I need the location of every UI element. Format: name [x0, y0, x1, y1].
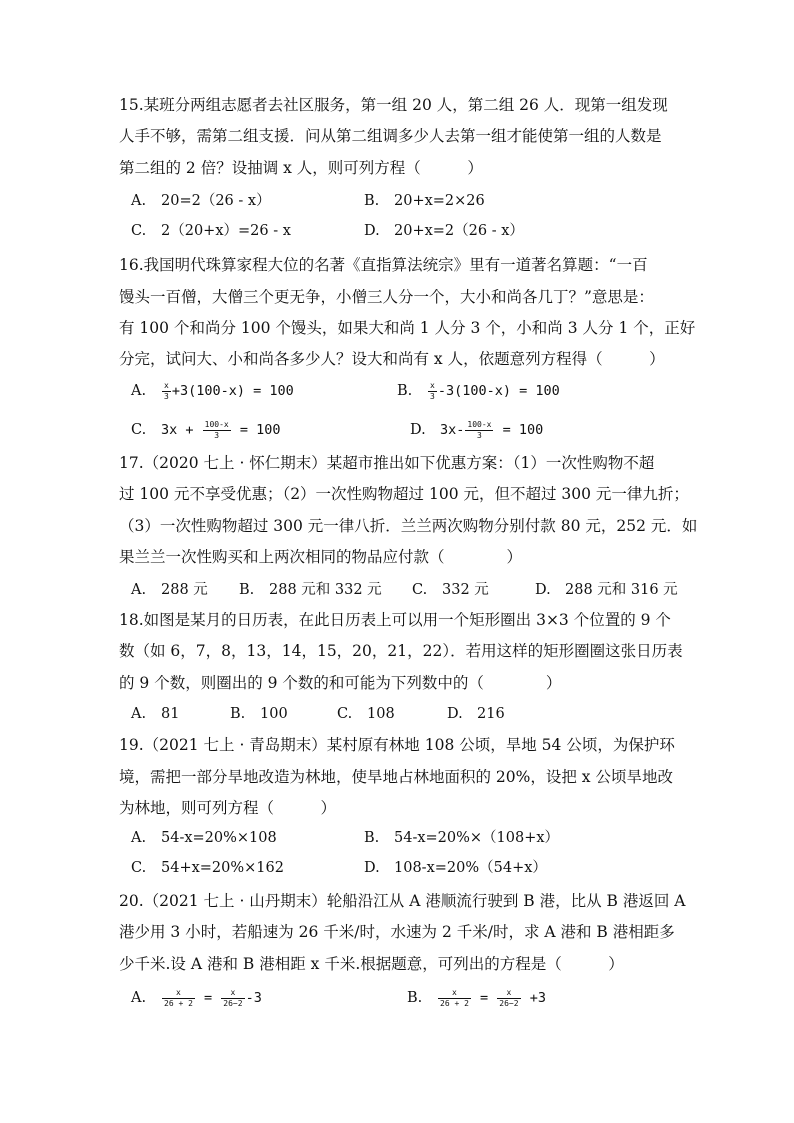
question-17-option-d: [535, 580, 678, 600]
option-label: A.: [131, 193, 147, 209]
fraction-denominator: 3: [430, 391, 435, 401]
option-text: 20+x=2（26 - x）: [394, 223, 524, 239]
question-16-line-4: 分完，试问大、小和尚各多少人？设大和尚有 x 人，依题意列方程得（ ）: [119, 350, 665, 368]
fraction: [428, 382, 437, 401]
question-17-line-2: 过 100 元不享受优惠；（2）一次性购物超过 100 元，但不超过 300 元一律九折；: [119, 485, 689, 503]
fraction-numerator: x: [497, 989, 520, 999]
option-label: B.: [397, 383, 413, 399]
question-18-option-a: [131, 704, 179, 724]
question-19-option-d: [364, 858, 547, 878]
fraction-denominator: 26 + 2: [164, 998, 193, 1008]
fraction-denominator: 3: [477, 430, 482, 440]
fraction-numerator: x: [438, 989, 471, 999]
option-text: 108: [367, 706, 395, 722]
option-text: 20+x=2×26: [394, 193, 485, 209]
option-label: D.: [447, 706, 463, 722]
fraction-right: [221, 989, 244, 1008]
fraction: [465, 421, 493, 440]
question-19-option-c: [131, 858, 284, 878]
question-15-option-a: [131, 191, 271, 211]
question-18-option-d: [447, 704, 505, 724]
fraction-left: [438, 989, 471, 1008]
question-17-option-b: [239, 580, 382, 600]
fraction: [162, 382, 171, 401]
question-19-line-1: 19.（2021 七上 · 青岛期末）某村原有林地 108 公顷，旱地 54 公顷，为保护环: [119, 736, 675, 754]
fraction-right: [497, 989, 520, 1008]
option-text: 108-x=20%（54+x）: [394, 860, 547, 876]
fraction-numerator: x: [430, 380, 435, 390]
option-text: 288 元: [161, 582, 208, 598]
option-suffix: = 100: [231, 422, 281, 438]
option-label: C.: [131, 860, 147, 876]
equals-sign: =: [471, 990, 497, 1006]
option-text: 2（20+x）=26 - x: [161, 223, 291, 239]
option-label: A.: [131, 582, 147, 598]
option-label: D.: [410, 422, 426, 438]
option-text: 54-x=20%×（108+x）: [394, 830, 560, 846]
option-label: D.: [364, 223, 380, 239]
option-label: C.: [131, 422, 147, 438]
question-19-line-2: 境，需把一部分旱地改造为林地，使旱地占林地面积的 20%，设把 x 公顷旱地改: [119, 768, 673, 786]
option-label: B.: [239, 582, 255, 598]
fraction-numerator: x: [221, 989, 244, 999]
option-suffix: -3: [245, 990, 262, 1006]
question-20-option-a: [131, 988, 262, 1008]
fraction-numerator: 100-x: [467, 419, 492, 429]
option-text: 81: [161, 706, 180, 722]
question-17-line-1: 17.（2020 七上 · 怀仁期末）某超市推出如下优惠方案：（1）一次性购物不超: [119, 454, 655, 472]
question-15-line-2: 人手不够，需第二组支援．问从第二组调多少人去第一组才能使第一组的人数是: [119, 127, 662, 145]
option-label: C.: [131, 223, 147, 239]
option-text: 216: [477, 706, 505, 722]
fraction-left: [162, 989, 195, 1008]
question-15-option-c: [131, 221, 291, 241]
option-label: B.: [407, 990, 423, 1006]
equals-sign: =: [195, 990, 221, 1006]
question-19-option-a: [131, 828, 277, 848]
fraction: [203, 421, 231, 440]
option-suffix: +3: [521, 990, 546, 1006]
option-suffix: +3(100-x) = 100: [171, 383, 294, 399]
question-17-option-a: [131, 580, 208, 600]
question-17-line-4: 果兰兰一次性购买和上两次相同的物品应付款（ ）: [119, 548, 523, 566]
question-18-line-1: 18.如图是某月的日历表，在此日历表上可以用一个矩形圈出 3×3 个位置的 9 个: [119, 611, 671, 629]
option-prefix: 3x +: [161, 422, 202, 438]
option-prefix: 3x-: [440, 422, 465, 438]
question-16-line-3: 有 100 个和尚分 100 个馒头，如果大和尚 1 人分 3 个，小和尚 3 人分 1 个，正好: [119, 319, 696, 337]
question-15-option-d: [364, 221, 524, 241]
option-label: A.: [131, 830, 147, 846]
option-label: B.: [230, 706, 246, 722]
option-label: C.: [412, 582, 428, 598]
question-16-option-d: [410, 420, 543, 440]
fraction-numerator: x: [162, 989, 195, 999]
question-20-line-3: 少千米.设 A 港和 B 港相距 x 千米.根据题意，可列出的方程是（ ）: [119, 955, 624, 973]
option-text: 332 元: [442, 582, 489, 598]
option-label: C.: [337, 706, 353, 722]
option-label: A.: [131, 383, 147, 399]
fraction-denominator: 26 + 2: [440, 998, 469, 1008]
option-label: A.: [131, 706, 147, 722]
option-label: B.: [364, 830, 380, 846]
question-15-option-b: [364, 191, 485, 211]
question-18-option-c: [337, 704, 395, 724]
fraction-numerator: x: [164, 380, 169, 390]
question-16-option-b: [397, 381, 560, 401]
question-20-option-b: [407, 988, 546, 1008]
question-16-option-c: [131, 420, 281, 440]
question-19-line-3: 为林地，则可列方程（ ）: [119, 799, 337, 817]
question-20-line-2: 港少用 3 小时，若船速为 26 千米/时，水速为 2 千米/时，求 A 港和 B 港相距多: [119, 923, 675, 941]
option-text: 100: [260, 706, 288, 722]
question-19-option-b: [364, 828, 559, 848]
fraction-numerator: 100-x: [204, 419, 229, 429]
question-15-line-1: 15.某班分两组志愿者去社区服务，第一组 20 人，第二组 26 人．现第一组发现: [119, 96, 668, 114]
fraction-denominator: 3: [214, 430, 220, 440]
question-15-line-3: 第二组的 2 倍？设抽调 x 人，则可列方程（ ）: [119, 159, 483, 177]
option-suffix: -3(100-x) = 100: [437, 383, 560, 399]
option-label: D.: [535, 582, 551, 598]
option-text: 54-x=20%×108: [161, 830, 277, 846]
question-16-line-2: 馒头一百僧，大僧三个更无争，小僧三人分一个，大小和尚各几丁？”意思是：: [119, 288, 654, 306]
fraction-denominator: 26−2: [499, 998, 519, 1008]
option-label: B.: [364, 193, 380, 209]
question-17-option-c: [412, 580, 489, 600]
question-16-option-a: [131, 381, 294, 401]
question-18-line-2: 数（如 6，7，8，13，14，15，20，21，22）．若用这样的矩形圈圈这张日历表: [119, 642, 683, 660]
question-16-line-1: 16.我国明代珠算家程大位的名著《直指算法统宗》里有一道著名算题：“一百: [119, 256, 648, 274]
option-text: 20=2（26 - x）: [161, 193, 271, 209]
option-text: 288 元和 316 元: [565, 582, 678, 598]
option-label: A.: [131, 990, 147, 1006]
question-18-line-3: 的 9 个数，则圈出的 9 个数的和可能为下列数中的（ ）: [119, 674, 562, 692]
question-18-option-b: [230, 704, 288, 724]
question-17-line-3: （3）一次性购物超过 300 元一律八折．兰兰两次购物分别付款 80 元，252 元．如: [119, 517, 698, 535]
fraction-denominator: 3: [164, 391, 169, 401]
option-text: 54+x=20%×162: [161, 860, 284, 876]
option-text: 288 元和 332 元: [269, 582, 382, 598]
question-20-line-1: 20.（2021 七上 · 山丹期末）轮船沿江从 A 港顺流行驶到 B 港，比从 B 港返回 A: [119, 892, 686, 910]
option-suffix: = 100: [494, 422, 544, 438]
fraction-denominator: 26−2: [223, 998, 243, 1008]
option-label: D.: [364, 860, 380, 876]
